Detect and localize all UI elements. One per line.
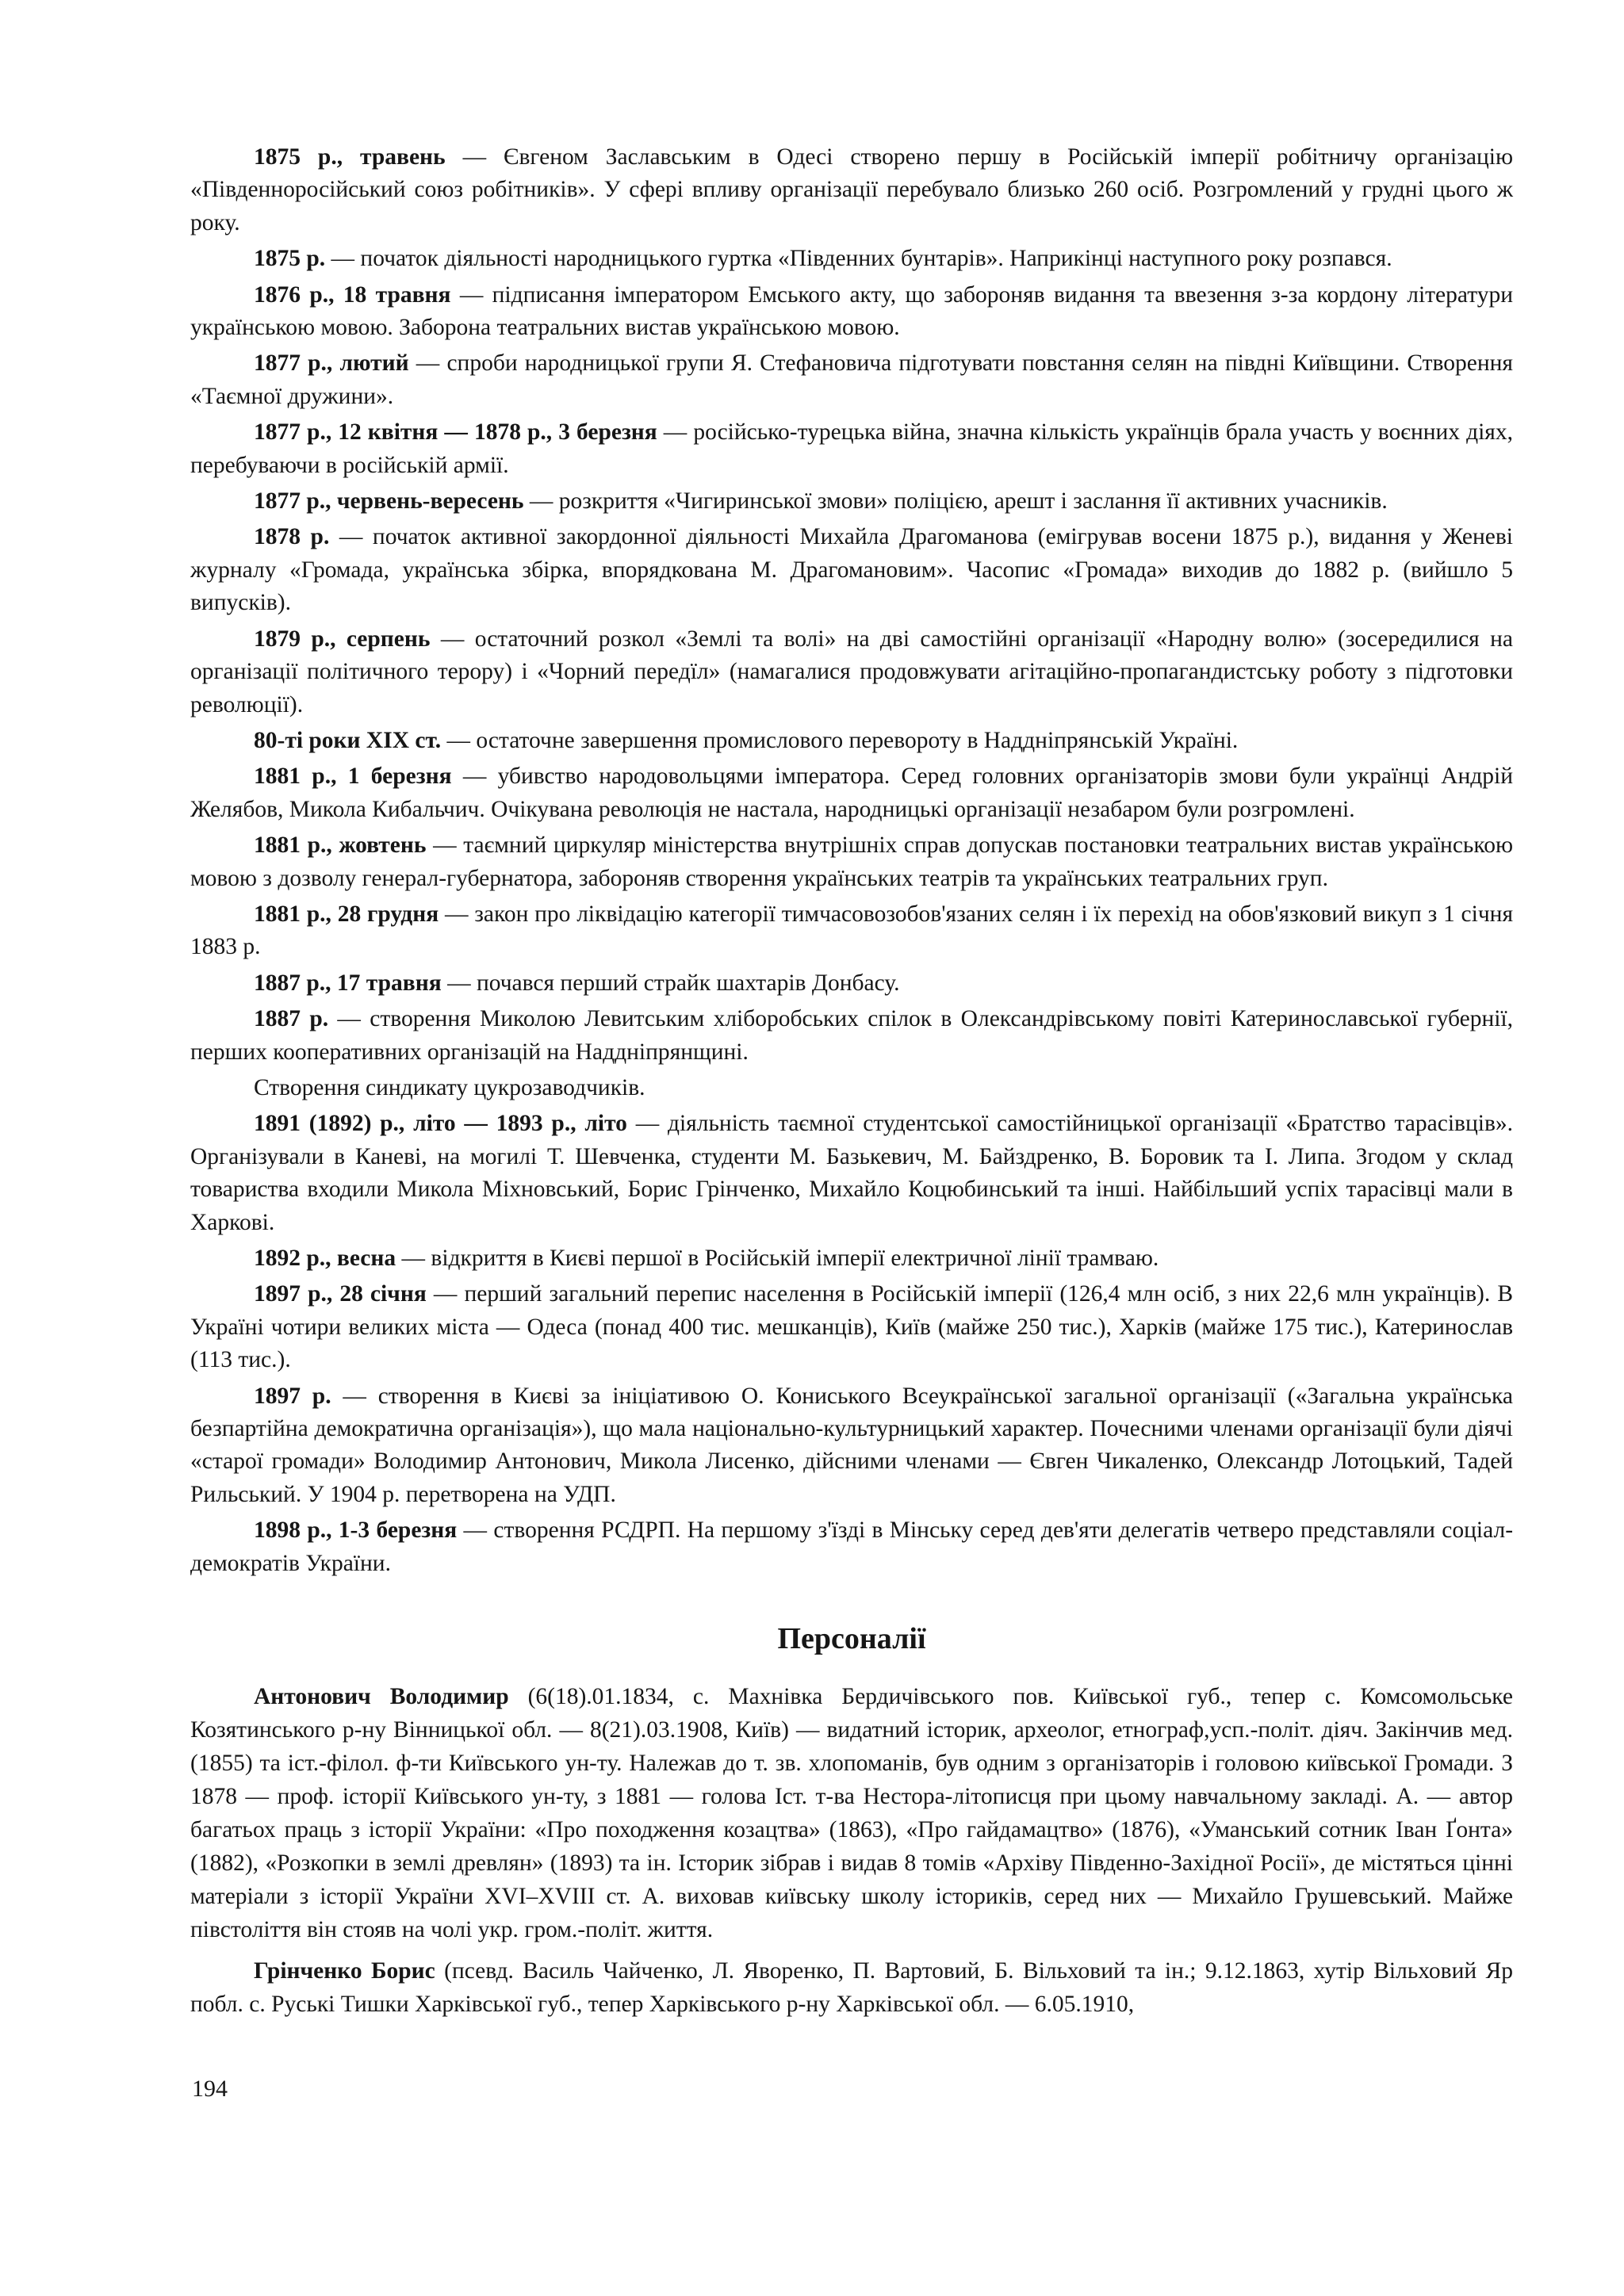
persons-list: [190, 1680, 1513, 2021]
person-name: Антонович Володимир: [254, 1684, 509, 1710]
person-text: (6(18).01.1834, с. Махнівка Бердичівського пов. Київської губ., тепер с. Комсомольське Козятинського р-ну Вінницької обл. — 8(21).03.1908, Київ) — видатний історик, археолог, етнограф,усп.-політ. діяч. Закінчив мед. (1855) та іст.-філол. ф-ти Київського ун-ту. Належав до т. зв. хлопоманів, був одним з організаторів і головою київської Громади. З 1878 — проф. історії Київського ун-ту, з 1881 — голова Іст. т-ва Нестора-літописця при цьому навчальному закладі. А. — автор багатьох праць з історії України: «Про походження козацтва» (1863), «Про гайдамацтво» (1876), «Уманський сотник Іван Ґонта» (1882), «Розкопки в землі древлян» (1893) та ін. Історик зібрав і видав 8 томів «Архіву Південно-Західної Росії», де містяться цінні матеріали з історії України XVI–XVIII ст. А. виховав київську школу істориків, серед них — Михайло Грушевський. Майже півстоліття він стояв на чолі укр. гром.-політ. життя.: [190, 1684, 1513, 1943]
entry-date: 80-ті роки XIX ст.: [254, 727, 442, 753]
chronology-entry: 1892 р., весна — відкриття в Києві першої в Російській імперії електричної лінії трамваю.: [254, 1246, 1159, 1271]
chronology-entry: 1877 р., лютий — спроби народницької групи Я. Стефановича підготувати повстання селян на півдні Київщини. Створення «Таємної дружини».: [190, 350, 1513, 409]
entry-text: діяльність таємної студентської самостійницької організації «Братство тарасівців». Організували в Каневі, на могилі Т. Шевченка, студенти М. Базькевич, М. Байздренко, В. Боровик та І. Липа. Згодом у склад товариства входили Микола Міхновський, Борис Грінченко, Михайло Коцюбинський та інші. Найбільший успіх тарасівці мали в Харкові.: [190, 1111, 1514, 1235]
chronology-entry: 1875 р. — початок діяльності народницького гуртка «Південних бунтарів». Наприкінці наступного року розпався.: [254, 246, 1392, 272]
entry-text: остаточне завершення промислового перевороту в Наддніпрянській Україні.: [476, 727, 1239, 753]
chronology-list: [190, 141, 1513, 1580]
entry-text: підписання імператором Емського акту, що забороняв видання та ввезення з-за кордону літератури українською мовою. Заборона театральних вистав українською мовою.: [190, 281, 1514, 341]
chronology-entry: 1887 р. — створення Миколою Левитським хліборобських спілок в Олександрівському повіті Катеринославської губернії, перших кооперативних організацій на Наддніпрянщині.: [190, 1006, 1514, 1065]
section-title: Персоналії: [777, 1622, 926, 1656]
entry-text: російсько-турецька війна, значна кількість українців брала участь у воєнних діях, перебуваючи в російській армії.: [190, 419, 1513, 478]
entry-date: 1875 р., травень: [254, 144, 446, 170]
page-body: [190, 141, 1513, 2029]
entry-date: 1877 р., 12 квітня — 1878 р., 3 березня: [254, 419, 657, 446]
chronology-entry: 1897 р. — створення в Києві за ініціативою О. Кониського Всеукраїнської загальної організації («Загальна українська безпартійна демократична організація»), що мала національно-культурницький характер. Почесними членами організації були діячі «старої громади» Володимир Антонович, Микола Лисенко, дійсними членами — Євген Чикаленко, Олександр Лотоцький, Тадей Рильський. У 1904 р. перетворена на УДП.: [190, 1383, 1513, 1507]
entry-text: розкриття «Чигиринської змови» поліцією, арешт і заслання її активних учасників.: [558, 488, 1388, 515]
chronology-entry: 1875 р., травень — Євгеном Заславським в Одесі створено першу в Російській імперії робітничу організацію «Південноросійський союз робітників». У сфері впливу організації перебувало близько 260 осіб. Розгромлений у грудні цього ж року.: [190, 144, 1513, 235]
entry-date: 1887 р.: [254, 1006, 329, 1032]
chronology-entry: 1897 р., 28 січня — перший загальний перепис населення в Російській імперії (126,4 млн осіб, з них 22,6 млн українців). В Україні чотири великих міста — Одеса (понад 400 тис. мешканців), Київ (майже 250 тис.), Харків (майже 175 тис.), Катеринослав (113 тис.).: [190, 1281, 1514, 1373]
entry-date: 1892 р., весна: [254, 1246, 396, 1271]
entry-date: 1887 р., 17 травня: [254, 970, 442, 996]
chronology-entry: 1878 р. — початок активної закордонної діяльності Михайла Драгоманова (емігрував восени 1875 р.), видання у Женеві журналу «Громада, українська збірка, впорядкована М. Драгомановим». Часопис «Громада» виходив до 1882 р. (вийшло 5 випусків).: [190, 524, 1513, 616]
entry-date: 1881 р., 28 грудня: [254, 901, 439, 927]
entry-text: остаточний розкол «Землі та волі» на дві самостійні організації «Народну волю» (зосередилися на організації політичного терору) і «Чорний передїл» (намагалися продовжувати агітаційно-пропагандистську роботу з підготовки революції).: [190, 626, 1513, 718]
chronology-entry: 80-ті роки XIX ст. — остаточне завершення промислового перевороту в Наддніпрянській Україні.: [254, 727, 1239, 753]
entry-text: перший загальний перепис населення в Російській імперії (126,4 млн осіб, з них 22,6 млн українців). В Україні чотири великих міста — Одеса (понад 400 тис. мешканців), Київ (майже 250 тис.), Харків (майже 175 тис.), Катеринослав (113 тис.).: [190, 1281, 1514, 1373]
entry-date: 1897 р., 28 січня: [254, 1281, 427, 1307]
chronology-entry: 1877 р., 12 квітня — 1878 р., 3 березня — російсько-турецька війна, значна кількість українців брала участь у воєнних діях, перебуваючи в російській армії.: [190, 419, 1513, 478]
person-entry: [190, 1954, 1513, 2021]
chronology-entry: 1881 р., 1 березня — убивство народовольцями імператора. Серед головних організаторів змови були українці Андрій Желябов, Микола Кибальчич. Очікувана революція не настала, народницькі організації незабаром були розгромлені.: [190, 763, 1513, 822]
entry-text: початок діяльності народницького гуртка «Південних бунтарів». Наприкінці наступного року розпався.: [360, 246, 1392, 272]
entry-text: почався перший страйк шахтарів Донбасу.: [476, 970, 900, 996]
chronology-entry: 1876 р., 18 травня — підписання імператором Емського акту, що забороняв видання та ввезення з-за кордону літератури українською мовою. Заборона театральних вистав українською мовою.: [190, 281, 1514, 341]
entry-date: 1879 р., серпень: [254, 626, 431, 652]
entry-text: створення РСДРП. На першому з'їзді в Мінську серед дев'яти делегатів четверо представляли соціал-демократів України.: [190, 1517, 1514, 1576]
entry-date: 1891 (1892) р., літо — 1893 р., літо: [254, 1111, 627, 1137]
entry-text: спроби народницької групи Я. Стефановича підготувати повстання селян на півдні Київщини. Створення «Таємної дружини».: [190, 350, 1513, 409]
entry-date: 1897 р.: [254, 1383, 331, 1409]
entry-date: 1876 р., 18 травня: [254, 281, 451, 308]
entry-date: 1877 р., червень-вересень: [254, 488, 524, 515]
chronology-entry: 1881 р., жовтень — таємний циркуляр міністерства внутрішніх справ допускав постановки театральних вистав українською мовою з дозволу генерал-губернатора, забороняв створення українських театрів та українських театральних груп.: [190, 832, 1513, 891]
person-text: (псевд. Василь Чайченко, Л. Яворенко, П. Вартовий, Б. Вільховий та ін.; 9.12.1863, хутір Вільховий Яр побл. с. Руські Тишки Харківської губ., тепер Харківського р-ну Харківської обл. — 6.05.1910,: [190, 1958, 1513, 2018]
entry-date: 1878 р.: [254, 524, 330, 550]
chronology-entry: 1879 р., серпень — остаточний розкол «Землі та волі» на дві самостійні організації «Народну волю» (зосередилися на організації політичного терору) і «Чорний передїл» (намагалися продовжувати агітаційно-пропагандистську роботу з підготовки революції).: [190, 626, 1513, 718]
chronology-entry: 1887 р., 17 травня — почався перший страйк шахтарів Донбасу.: [254, 970, 900, 996]
entry-date: 1877 р., лютий: [254, 350, 409, 377]
entry-text: Створення синдикату цукрозаводчиків.: [254, 1074, 645, 1100]
chronology-entry: 1877 р., червень-вересень — розкриття «Чигиринської змови» поліцією, арешт і заслання її активних учасників.: [254, 488, 1388, 515]
entry-text: таємний циркуляр міністерства внутрішніх справ допускав постановки театральних вистав українською мовою з дозволу генерал-губернатора, забороняв створення українських театрів та українських театральних груп.: [190, 832, 1513, 891]
entry-date: 1881 р., жовтень: [254, 832, 427, 859]
entry-text: Євгеном Заславським в Одесі створено першу в Російській імперії робітничу організацію «Південноросійський союз робітників». У сфері впливу організації перебувало близько 260 осіб. Розгромлений у грудні цього ж року.: [190, 144, 1513, 235]
chronology-entry: 1898 р., 1-3 березня — створення РСДРП. На першому з'їзді в Мінську серед дев'яти делегатів четверо представляли соціал-демократів України.: [190, 1517, 1514, 1576]
entry-text: відкриття в Києві першої в Російській імперії електричної лінії трамваю.: [431, 1246, 1159, 1271]
entry-date: 1881 р., 1 березня: [254, 763, 452, 790]
page-number: 194: [192, 2076, 228, 2102]
entry-text: початок активної закордонної діяльності Михайла Драгоманова (емігрував восени 1875 р.), видання у Женеві журналу «Громада, українська збірка, впорядкована М. Драгомановим». Часопис «Громада» виходив до 1882 р. (вийшло 5 випусків).: [190, 524, 1513, 616]
person-entry: [190, 1680, 1513, 1946]
entry-text: убивство народовольцями імператора. Серед головних організаторів змови були українці Андрій Желябов, Микола Кибальчич. Очікувана революція не настала, народницькі організації незабаром були розгромлені.: [190, 763, 1513, 822]
entry-text: створення Миколою Левитським хліборобських спілок в Олександрівському повіті Катеринославської губернії, перших кооперативних організацій на Наддніпрянщині.: [190, 1006, 1514, 1065]
entry-text: створення в Києві за ініціативою О. Кониського Всеукраїнської загальної організації («Загальна українська безпартійна демократична організація»), що мала національно-культурницький характер. Почесними членами організації були діячі «старої громади» Володимир Антонович, Микола Лисенко, дійсними членами — Євген Чикаленко, Олександр Лотоцький, Тадей Рильський. У 1904 р. перетворена на УДП.: [190, 1383, 1513, 1507]
person-name: Грінченко Борис: [254, 1958, 435, 1984]
chronology-entry: [190, 1072, 1513, 1104]
entry-text: закон про ліквідацію категорії тимчасовозобов'язаних селян і їх перехід на обов'язковий викуп з 1 січня 1883 р.: [190, 901, 1514, 960]
entry-date: 1875 р.: [254, 246, 326, 272]
entry-date: 1898 р., 1-3 березня: [254, 1517, 458, 1544]
chronology-entry: 1891 (1892) р., літо — 1893 р., літо — діяльність таємної студентської самостійницької організації «Братство тарасівців». Організували в Каневі, на могилі Т. Шевченка, студенти М. Базькевич, М. Байздренко, В. Боровик та І. Липа. Згодом у склад товариства входили Микола Міхновський, Борис Грінченко, Михайло Коцюбинський та інші. Найбільший успіх тарасівці мали в Харкові.: [190, 1111, 1514, 1235]
chronology-entry: 1881 р., 28 грудня — закон про ліквідацію категорії тимчасовозобов'язаних селян і їх перехід на обов'язковий викуп з 1 січня 1883 р.: [190, 901, 1514, 960]
